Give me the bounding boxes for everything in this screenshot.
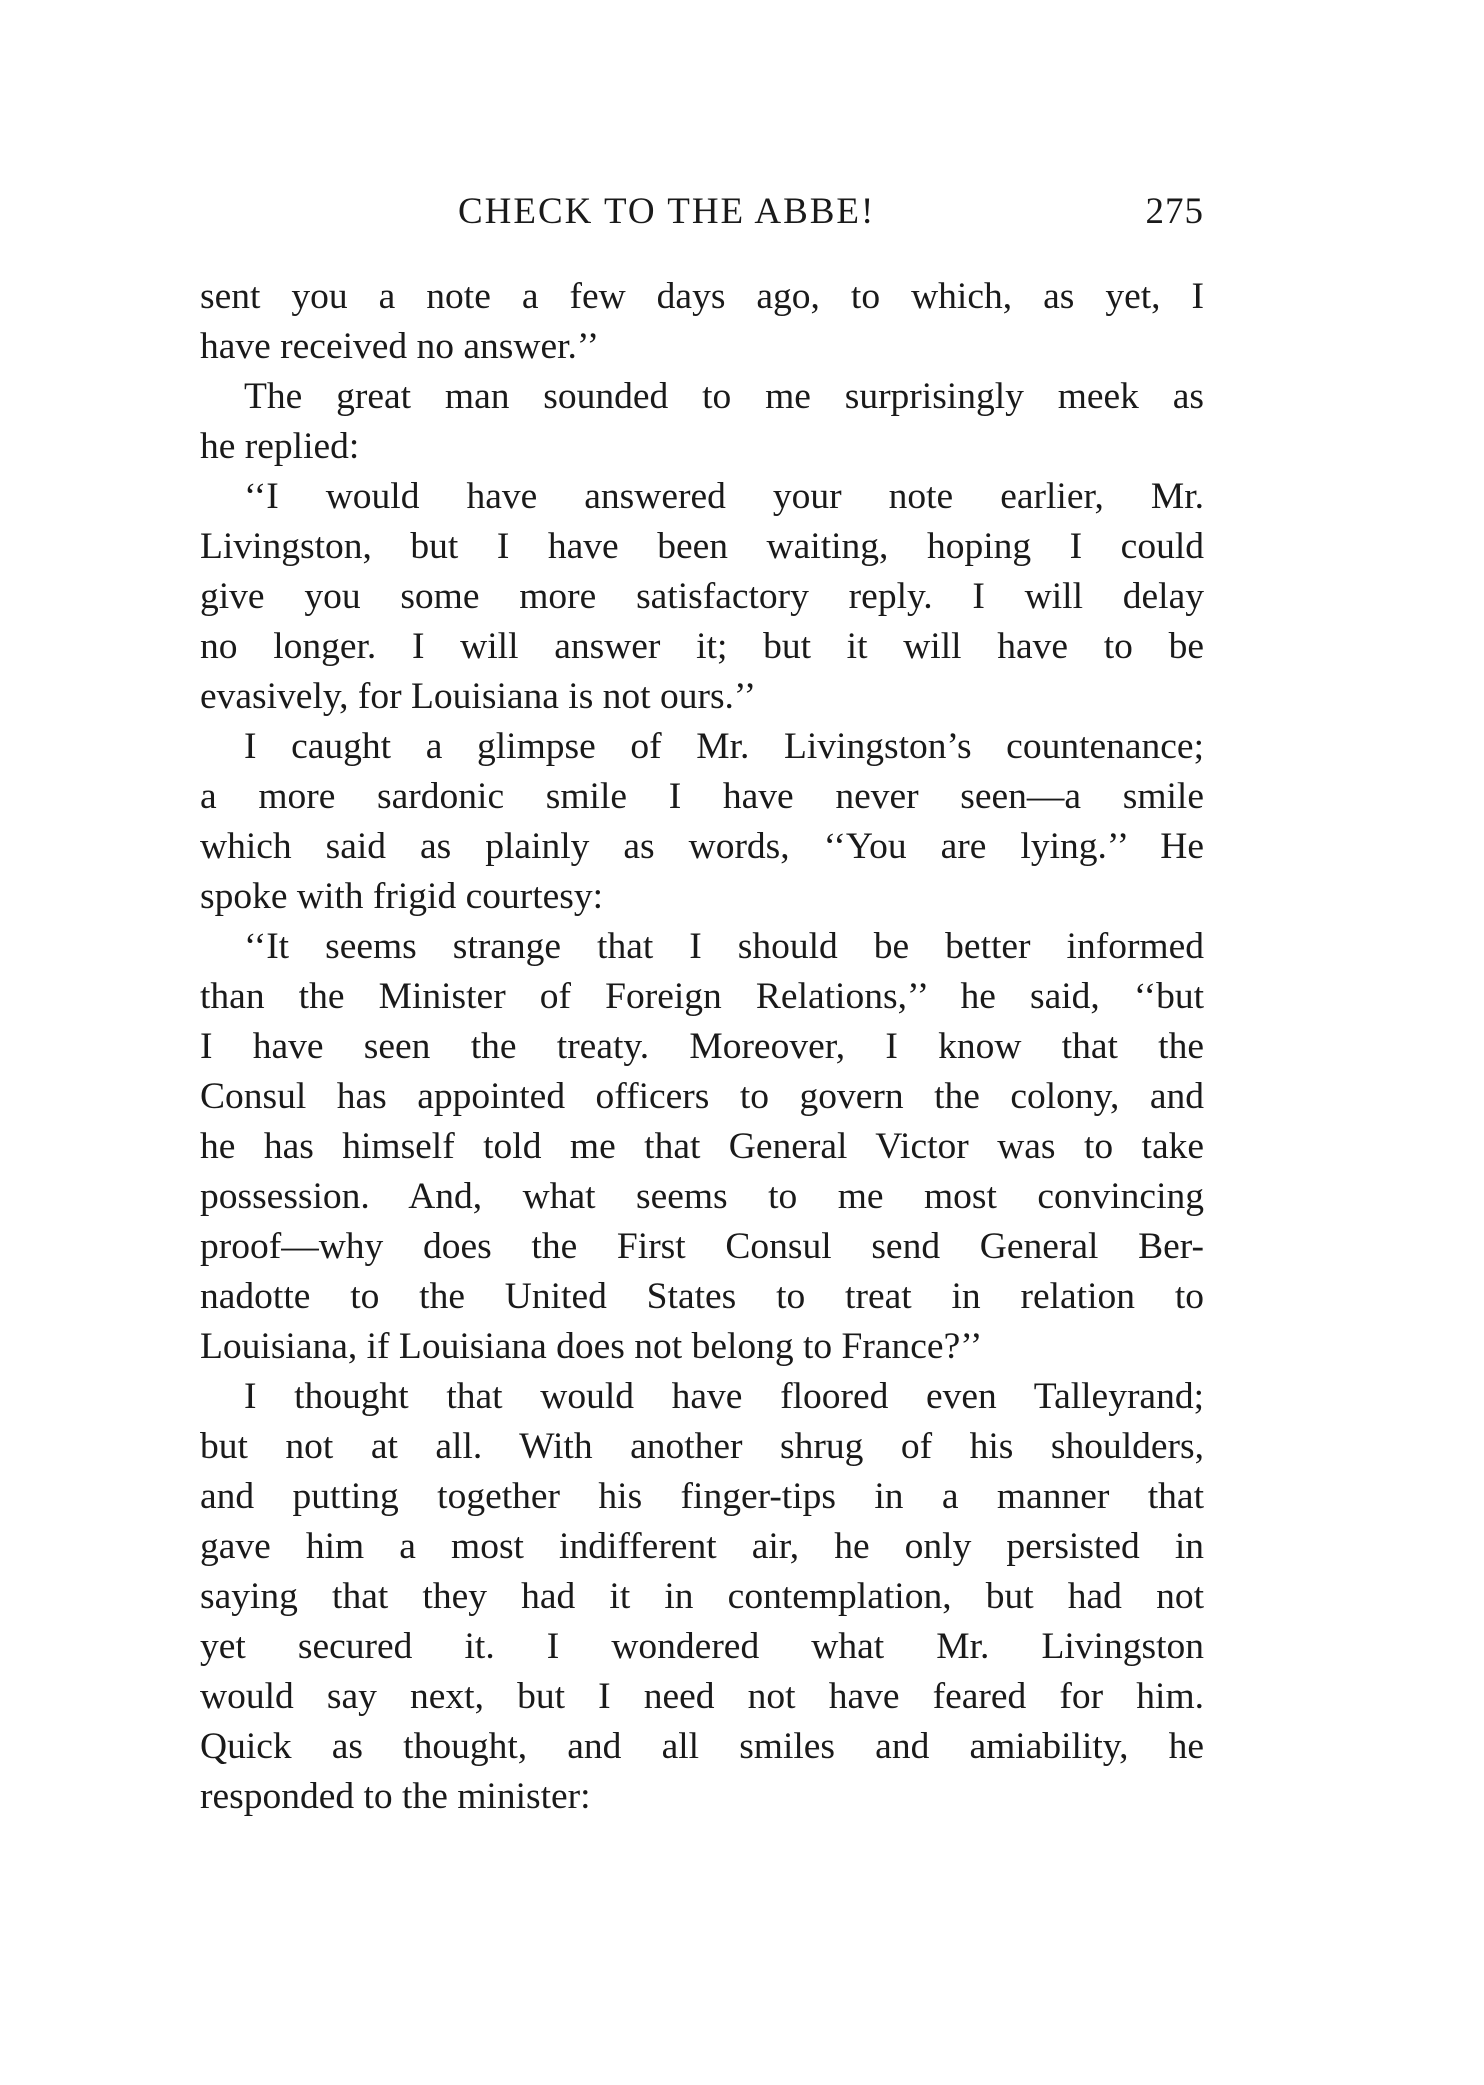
text-line: sent you a note a few days ago, to which, as yet, I bbox=[200, 276, 1204, 317]
text-line: and putting together his finger-tips in a manner that bbox=[200, 1476, 1204, 1517]
page-number: 275 bbox=[1145, 191, 1204, 232]
text-line: evasively, for Louisiana is not ours.’’ bbox=[200, 676, 757, 717]
text-line: have received no answer.’’ bbox=[200, 326, 600, 367]
running-head bbox=[200, 190, 1204, 240]
text-line: he has himself told me that General Victor was to take bbox=[200, 1126, 1204, 1167]
text-line: proof—why does the First Consul send General Ber- bbox=[200, 1226, 1204, 1267]
text-line: Consul has appointed officers to govern the colony, and bbox=[200, 1076, 1204, 1117]
text-line: ‘‘I would have answered your note earlier, Mr. bbox=[244, 476, 1204, 517]
text-line: nadotte to the United States to treat in relation to bbox=[200, 1276, 1204, 1317]
text-line: give you some more satisfactory reply. I will delay bbox=[200, 576, 1204, 617]
text-line: spoke with frigid courtesy: bbox=[200, 876, 604, 917]
body-text bbox=[200, 272, 1204, 1822]
text-line: I caught a glimpse of Mr. Livingston’s countenance; bbox=[244, 726, 1204, 767]
text-line: responded to the minister: bbox=[200, 1776, 591, 1817]
text-line: he replied: bbox=[200, 426, 360, 467]
text-line: but not at all. With another shrug of his shoulders, bbox=[200, 1426, 1204, 1467]
text-line: which said as plainly as words, ‘‘You are lying.’’ He bbox=[200, 826, 1204, 867]
text-line: gave him a most indifferent air, he only persisted in bbox=[200, 1526, 1204, 1567]
text-line: I thought that would have floored even Talleyrand; bbox=[244, 1376, 1204, 1417]
text-line: no longer. I will answer it; but it will have to be bbox=[200, 626, 1204, 667]
text-line: a more sardonic smile I have never seen—a smile bbox=[200, 776, 1204, 817]
text-line: yet secured it. I wondered what Mr. Livingston bbox=[200, 1626, 1204, 1667]
text-line: The great man sounded to me surprisingly meek as bbox=[244, 376, 1204, 417]
text-line: Livingston, but I have been waiting, hoping I could bbox=[200, 526, 1204, 567]
text-line: saying that they had it in contemplation, but had not bbox=[200, 1576, 1204, 1617]
text-line: ‘‘It seems strange that I should be better informed bbox=[244, 926, 1204, 967]
text-line: than the Minister of Foreign Relations,’’ he said, ‘‘but bbox=[200, 976, 1204, 1017]
text-line: would say next, but I need not have feared for him. bbox=[200, 1676, 1204, 1717]
text-line: possession. And, what seems to me most convincing bbox=[200, 1176, 1204, 1217]
text-line: Louisiana, if Louisiana does not belong to France?’’ bbox=[200, 1326, 983, 1367]
running-title: CHECK TO THE ABBE! bbox=[458, 191, 876, 232]
text-line: I have seen the treaty. Moreover, I know that the bbox=[200, 1026, 1204, 1067]
text-line: Quick as thought, and all smiles and amiability, he bbox=[200, 1726, 1204, 1767]
